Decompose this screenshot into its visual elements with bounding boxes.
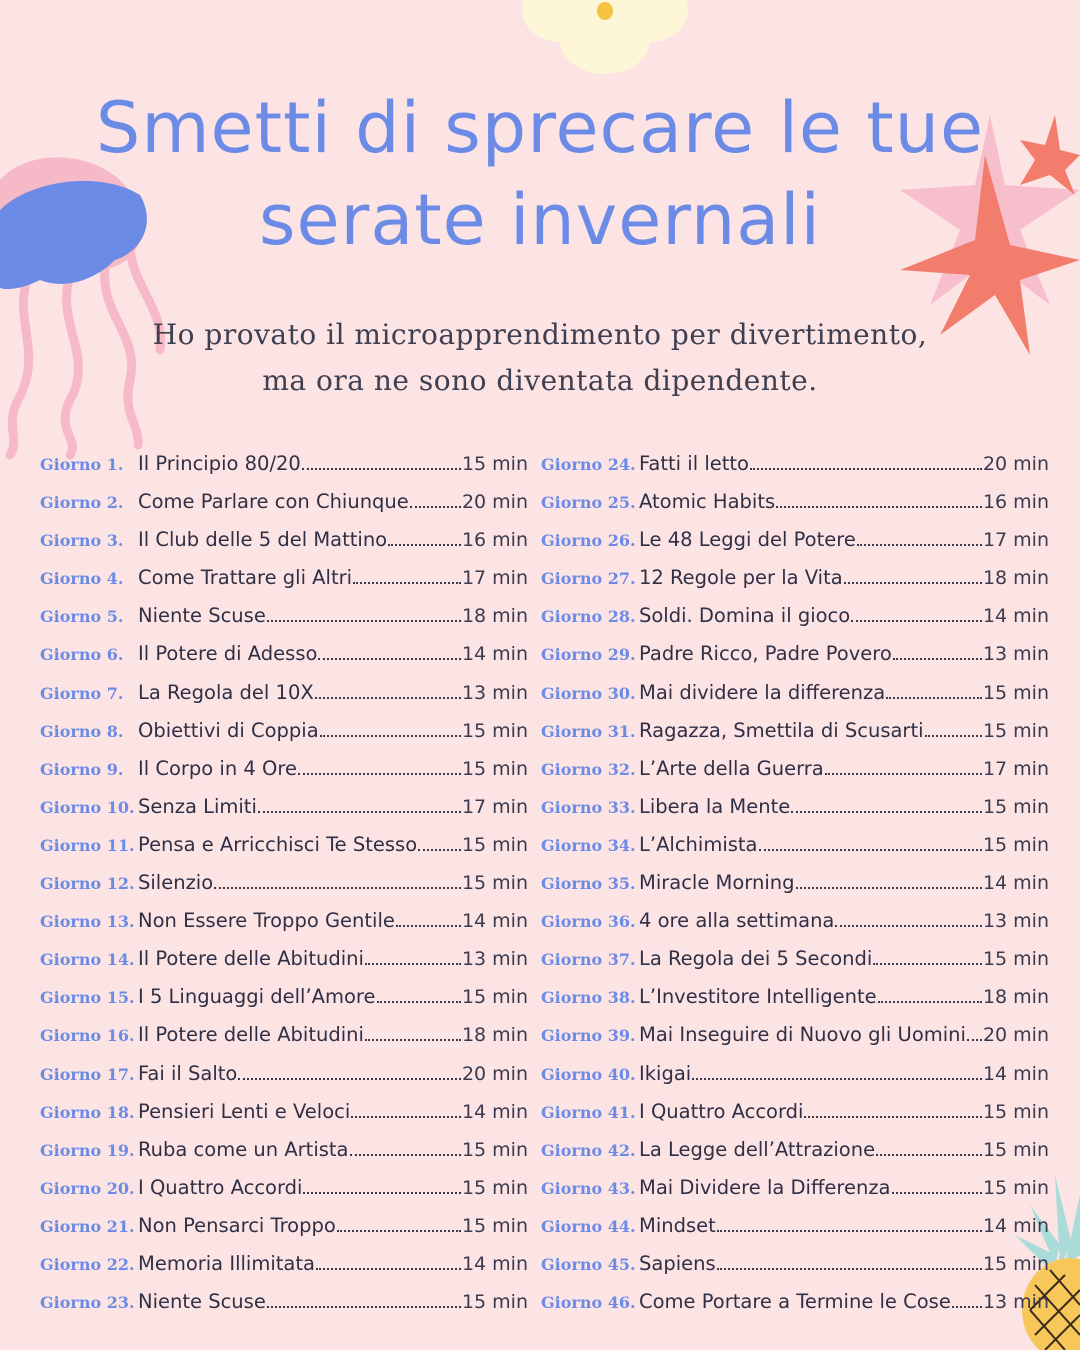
list-item xyxy=(541,833,1049,871)
day-label: Giorno 39. xyxy=(541,1026,636,1046)
day-label: Giorno 27. xyxy=(541,569,636,589)
day-label: Giorno 11. xyxy=(40,835,135,855)
dot-leader xyxy=(258,811,461,813)
list-item xyxy=(541,642,1049,680)
item-title: Il Potere delle Abitudini xyxy=(138,1023,364,1047)
list-item xyxy=(541,757,1049,795)
item-duration: 14 min xyxy=(461,1252,528,1275)
item-duration: 15 min xyxy=(982,1100,1049,1123)
item-title: Silenzio xyxy=(138,871,214,895)
day-label: Giorno 37. xyxy=(541,950,636,970)
list-item xyxy=(541,566,1049,604)
item-title: La Regola dei 5 Secondi xyxy=(639,947,873,971)
item-title: 4 ore alla settimana xyxy=(639,909,835,933)
item-title: Come Parlare con Chiunque xyxy=(138,490,409,514)
item-duration: 13 min xyxy=(461,948,528,971)
item-title: Ragazza, Smettila di Scusarti xyxy=(639,718,924,742)
day-label: Giorno 7. xyxy=(40,683,124,703)
list-item xyxy=(541,490,1049,528)
item-title: Padre Ricco, Padre Povero xyxy=(639,642,892,666)
dot-leader xyxy=(796,887,982,889)
dot-leader xyxy=(377,1001,461,1003)
day-label: Giorno 29. xyxy=(541,645,636,665)
item-duration: 15 min xyxy=(461,1176,528,1199)
item-title: Memoria Illimitata xyxy=(138,1251,315,1275)
day-label: Giorno 24. xyxy=(541,455,636,474)
item-title: Niente Scuse xyxy=(138,604,266,628)
list-item xyxy=(40,985,528,1023)
day-label: Giorno 38. xyxy=(541,988,636,1008)
day-label: Giorno 28. xyxy=(541,607,636,627)
list-item xyxy=(40,795,528,833)
dot-leader xyxy=(318,658,461,660)
dot-leader xyxy=(876,1154,982,1156)
subtitle-line-2: ma ora ne sono diventata dipendente. xyxy=(262,364,818,397)
day-label: Giorno 8. xyxy=(40,721,124,741)
dot-leader xyxy=(315,697,461,699)
day-label: Giorno 3. xyxy=(40,531,124,551)
list-item xyxy=(40,490,528,528)
list-item xyxy=(40,681,528,719)
day-label: Giorno 20. xyxy=(40,1178,135,1198)
item-title: Le 48 Leggi del Potere xyxy=(639,528,856,552)
dot-leader xyxy=(844,582,982,584)
item-duration: 14 min xyxy=(982,605,1049,628)
item-duration: 15 min xyxy=(461,1291,528,1314)
dot-leader xyxy=(825,773,982,775)
day-label: Giorno 36. xyxy=(541,912,636,932)
dot-leader xyxy=(267,620,461,622)
day-label: Giorno 10. xyxy=(40,797,135,817)
day-label: Giorno 4. xyxy=(40,569,124,589)
dot-leader xyxy=(925,735,982,737)
list-item xyxy=(40,947,528,985)
day-label: Giorno 2. xyxy=(40,493,124,513)
day-label: Giorno 40. xyxy=(541,1064,636,1084)
day-label: Giorno 44. xyxy=(541,1216,636,1236)
list-item xyxy=(40,719,528,757)
item-title: I Quattro Accordi xyxy=(138,1175,303,1199)
day-label: Giorno 12. xyxy=(40,874,135,894)
dot-leader xyxy=(717,1268,982,1270)
day-label: Giorno 31. xyxy=(541,721,636,741)
item-duration: 20 min xyxy=(982,453,1049,475)
item-duration: 15 min xyxy=(982,1176,1049,1199)
item-title: Il Club delle 5 del Mattino xyxy=(138,528,388,552)
item-duration: 15 min xyxy=(982,1252,1049,1275)
dot-leader xyxy=(967,1039,982,1041)
dot-leader xyxy=(418,849,461,851)
list-item xyxy=(40,1176,528,1214)
item-duration: 20 min xyxy=(461,491,528,514)
item-duration: 15 min xyxy=(461,1138,528,1161)
item-title: Come Trattare gli Altri xyxy=(138,566,353,590)
item-title: Fatti il letto xyxy=(639,452,749,475)
list-item xyxy=(541,719,1049,757)
item-title: Il Principio 80/20 xyxy=(138,452,301,475)
item-duration: 15 min xyxy=(461,986,528,1009)
dot-leader xyxy=(350,1154,461,1156)
dot-leader xyxy=(396,925,461,927)
list-item xyxy=(541,528,1049,566)
item-duration: 17 min xyxy=(461,567,528,590)
item-duration: 16 min xyxy=(461,529,528,552)
list-item xyxy=(40,604,528,642)
dot-leader xyxy=(214,887,461,889)
list-item xyxy=(40,1252,528,1290)
dot-leader xyxy=(835,925,982,927)
item-duration: 17 min xyxy=(982,529,1049,552)
item-title: Il Potere delle Abitudini xyxy=(138,947,364,971)
item-title: Come Portare a Termine le Cose xyxy=(639,1290,951,1314)
item-title: L’Investitore Intelligente xyxy=(639,985,877,1009)
list-item xyxy=(40,642,528,680)
item-duration: 13 min xyxy=(982,643,1049,666)
day-label: Giorno 6. xyxy=(40,645,124,665)
list-item xyxy=(40,1062,528,1100)
item-duration: 13 min xyxy=(461,681,528,704)
day-label: Giorno 23. xyxy=(40,1293,135,1313)
list-item xyxy=(541,985,1049,1023)
item-title: Niente Scuse xyxy=(138,1290,266,1314)
item-duration: 15 min xyxy=(982,795,1049,818)
item-title: Non Pensarci Troppo xyxy=(138,1213,336,1237)
dot-leader xyxy=(804,1116,981,1118)
item-duration: 15 min xyxy=(461,719,528,742)
day-label: Giorno 30. xyxy=(541,683,636,703)
item-title: Miracle Morning xyxy=(639,871,795,895)
item-title: Atomic Habits xyxy=(639,490,776,514)
day-label: Giorno 16. xyxy=(40,1026,135,1046)
list-item xyxy=(541,871,1049,909)
list-item xyxy=(541,1023,1049,1061)
item-title: Mindset xyxy=(639,1213,716,1237)
day-label: Giorno 45. xyxy=(541,1254,636,1274)
dot-leader xyxy=(320,735,461,737)
dot-leader xyxy=(353,582,461,584)
list-item xyxy=(40,871,528,909)
item-duration: 14 min xyxy=(982,1214,1049,1237)
day-label: Giorno 17. xyxy=(40,1064,135,1084)
title-line-2: serate invernali xyxy=(259,179,821,261)
list-item xyxy=(40,1138,528,1176)
list-item xyxy=(541,947,1049,985)
page-title xyxy=(0,82,1080,266)
dot-leader xyxy=(365,963,461,965)
schedule-list-right xyxy=(541,452,1049,1328)
item-title: I Quattro Accordi xyxy=(639,1099,804,1123)
item-duration: 14 min xyxy=(982,872,1049,895)
list-item xyxy=(40,1100,528,1138)
item-title: Ruba come un Artista xyxy=(138,1137,349,1161)
list-item xyxy=(40,528,528,566)
dot-leader xyxy=(298,773,461,775)
item-duration: 15 min xyxy=(461,872,528,895)
day-label: Giorno 25. xyxy=(541,493,636,513)
list-item xyxy=(541,909,1049,947)
item-title: Obiettivi di Coppia xyxy=(138,718,319,742)
item-duration: 17 min xyxy=(461,795,528,818)
dot-leader xyxy=(238,1078,461,1080)
item-title: La Legge dell’Attrazione xyxy=(639,1137,876,1161)
item-duration: 15 min xyxy=(982,948,1049,971)
item-duration: 14 min xyxy=(982,1062,1049,1085)
item-title: Il Potere di Adesso xyxy=(138,642,318,666)
list-item xyxy=(541,604,1049,642)
dot-leader xyxy=(791,811,982,813)
list-item xyxy=(541,452,1049,490)
item-duration: 16 min xyxy=(982,491,1049,514)
item-title: Pensa e Arricchisci Te Stesso xyxy=(138,832,418,856)
day-label: Giorno 13. xyxy=(40,912,135,932)
item-duration: 18 min xyxy=(461,1024,528,1047)
dot-leader xyxy=(750,468,982,470)
item-title: Mai dividere la differenza xyxy=(639,680,886,704)
dot-leader xyxy=(316,1268,461,1270)
day-label: Giorno 35. xyxy=(541,874,636,894)
item-duration: 14 min xyxy=(461,643,528,666)
day-label: Giorno 19. xyxy=(40,1140,135,1160)
item-duration: 14 min xyxy=(461,1100,528,1123)
list-item xyxy=(541,1214,1049,1252)
title-line-1: Smetti di sprecare le tue xyxy=(95,87,985,169)
day-label: Giorno 1. xyxy=(40,455,124,474)
list-item xyxy=(541,1062,1049,1100)
day-label: Giorno 46. xyxy=(541,1293,636,1313)
dot-leader xyxy=(886,697,982,699)
day-label: Giorno 9. xyxy=(40,759,124,779)
item-duration: 20 min xyxy=(982,1024,1049,1047)
list-item xyxy=(541,795,1049,833)
item-duration: 18 min xyxy=(461,605,528,628)
item-title: 12 Regole per la Vita xyxy=(639,566,843,590)
subtitle xyxy=(0,312,1080,404)
day-label: Giorno 15. xyxy=(40,988,135,1008)
item-title: Ikigai xyxy=(639,1061,692,1085)
item-duration: 20 min xyxy=(461,1062,528,1085)
item-duration: 17 min xyxy=(982,757,1049,780)
item-duration: 14 min xyxy=(461,910,528,933)
day-label: Giorno 43. xyxy=(541,1178,636,1198)
item-title: Non Essere Troppo Gentile xyxy=(138,909,395,933)
dot-leader xyxy=(776,506,982,508)
list-item xyxy=(541,1290,1049,1328)
item-duration: 13 min xyxy=(982,910,1049,933)
dot-leader xyxy=(351,1116,461,1118)
list-item xyxy=(541,1176,1049,1214)
dot-leader xyxy=(717,1230,982,1232)
list-item xyxy=(40,1290,528,1328)
item-duration: 15 min xyxy=(982,833,1049,856)
item-title: Mai Inseguire di Nuovo gli Uomini xyxy=(639,1023,966,1047)
item-title: Fai il Salto xyxy=(138,1061,238,1085)
item-title: Senza Limiti xyxy=(138,794,257,818)
list-item xyxy=(40,757,528,795)
item-title: Sapiens xyxy=(639,1251,716,1275)
day-label: Giorno 33. xyxy=(541,797,636,817)
day-label: Giorno 32. xyxy=(541,759,636,779)
list-item xyxy=(541,1252,1049,1290)
dot-leader xyxy=(365,1039,461,1041)
dot-leader xyxy=(388,544,461,546)
item-title: I 5 Linguaggi dell’Amore xyxy=(138,985,376,1009)
dot-leader xyxy=(303,1192,460,1194)
item-duration: 13 min xyxy=(982,1291,1049,1314)
item-duration: 15 min xyxy=(461,1214,528,1237)
day-label: Giorno 21. xyxy=(40,1216,135,1236)
list-item xyxy=(40,1023,528,1061)
item-title: Libera la Mente xyxy=(639,794,791,818)
dot-leader xyxy=(878,1001,982,1003)
list-item xyxy=(40,1214,528,1252)
dot-leader xyxy=(892,1192,982,1194)
item-duration: 18 min xyxy=(982,986,1049,1009)
list-item xyxy=(40,909,528,947)
day-label: Giorno 22. xyxy=(40,1254,135,1274)
item-duration: 15 min xyxy=(461,757,528,780)
flower-icon xyxy=(520,0,690,85)
dot-leader xyxy=(267,1306,461,1308)
day-label: Giorno 41. xyxy=(541,1102,636,1122)
list-item xyxy=(541,681,1049,719)
list-item xyxy=(541,1138,1049,1176)
day-label: Giorno 18. xyxy=(40,1102,135,1122)
dot-leader xyxy=(893,658,982,660)
dot-leader xyxy=(410,506,461,508)
item-duration: 15 min xyxy=(461,453,528,475)
day-label: Giorno 5. xyxy=(40,607,124,627)
dot-leader xyxy=(302,468,461,470)
schedule-list-left xyxy=(40,452,528,1328)
dot-leader xyxy=(759,849,982,851)
day-label: Giorno 34. xyxy=(541,835,636,855)
subtitle-line-1: Ho provato il microapprendimento per divertimento, xyxy=(152,318,928,351)
item-duration: 15 min xyxy=(982,1138,1049,1161)
day-label: Giorno 26. xyxy=(541,531,636,551)
dot-leader xyxy=(952,1306,982,1308)
item-duration: 15 min xyxy=(982,681,1049,704)
list-item xyxy=(40,833,528,871)
item-title: L’Alchimista xyxy=(639,832,758,856)
item-duration: 15 min xyxy=(982,719,1049,742)
item-title: Mai Dividere la Differenza xyxy=(639,1175,891,1199)
dot-leader xyxy=(873,963,982,965)
item-title: L’Arte della Guerra xyxy=(639,756,824,780)
dot-leader xyxy=(337,1230,461,1232)
day-label: Giorno 42. xyxy=(541,1140,636,1160)
dot-leader xyxy=(857,544,982,546)
dot-leader xyxy=(692,1078,982,1080)
item-duration: 18 min xyxy=(982,567,1049,590)
list-item xyxy=(541,1100,1049,1138)
dot-leader xyxy=(851,620,982,622)
item-title: Soldi. Domina il gioco xyxy=(639,604,851,628)
list-item xyxy=(40,452,528,490)
item-title: La Regola del 10X xyxy=(138,680,314,704)
item-title: Pensieri Lenti e Veloci xyxy=(138,1099,351,1123)
day-label: Giorno 14. xyxy=(40,950,135,970)
item-duration: 15 min xyxy=(461,833,528,856)
list-item xyxy=(40,566,528,604)
item-title: Il Corpo in 4 Ore xyxy=(138,756,297,780)
